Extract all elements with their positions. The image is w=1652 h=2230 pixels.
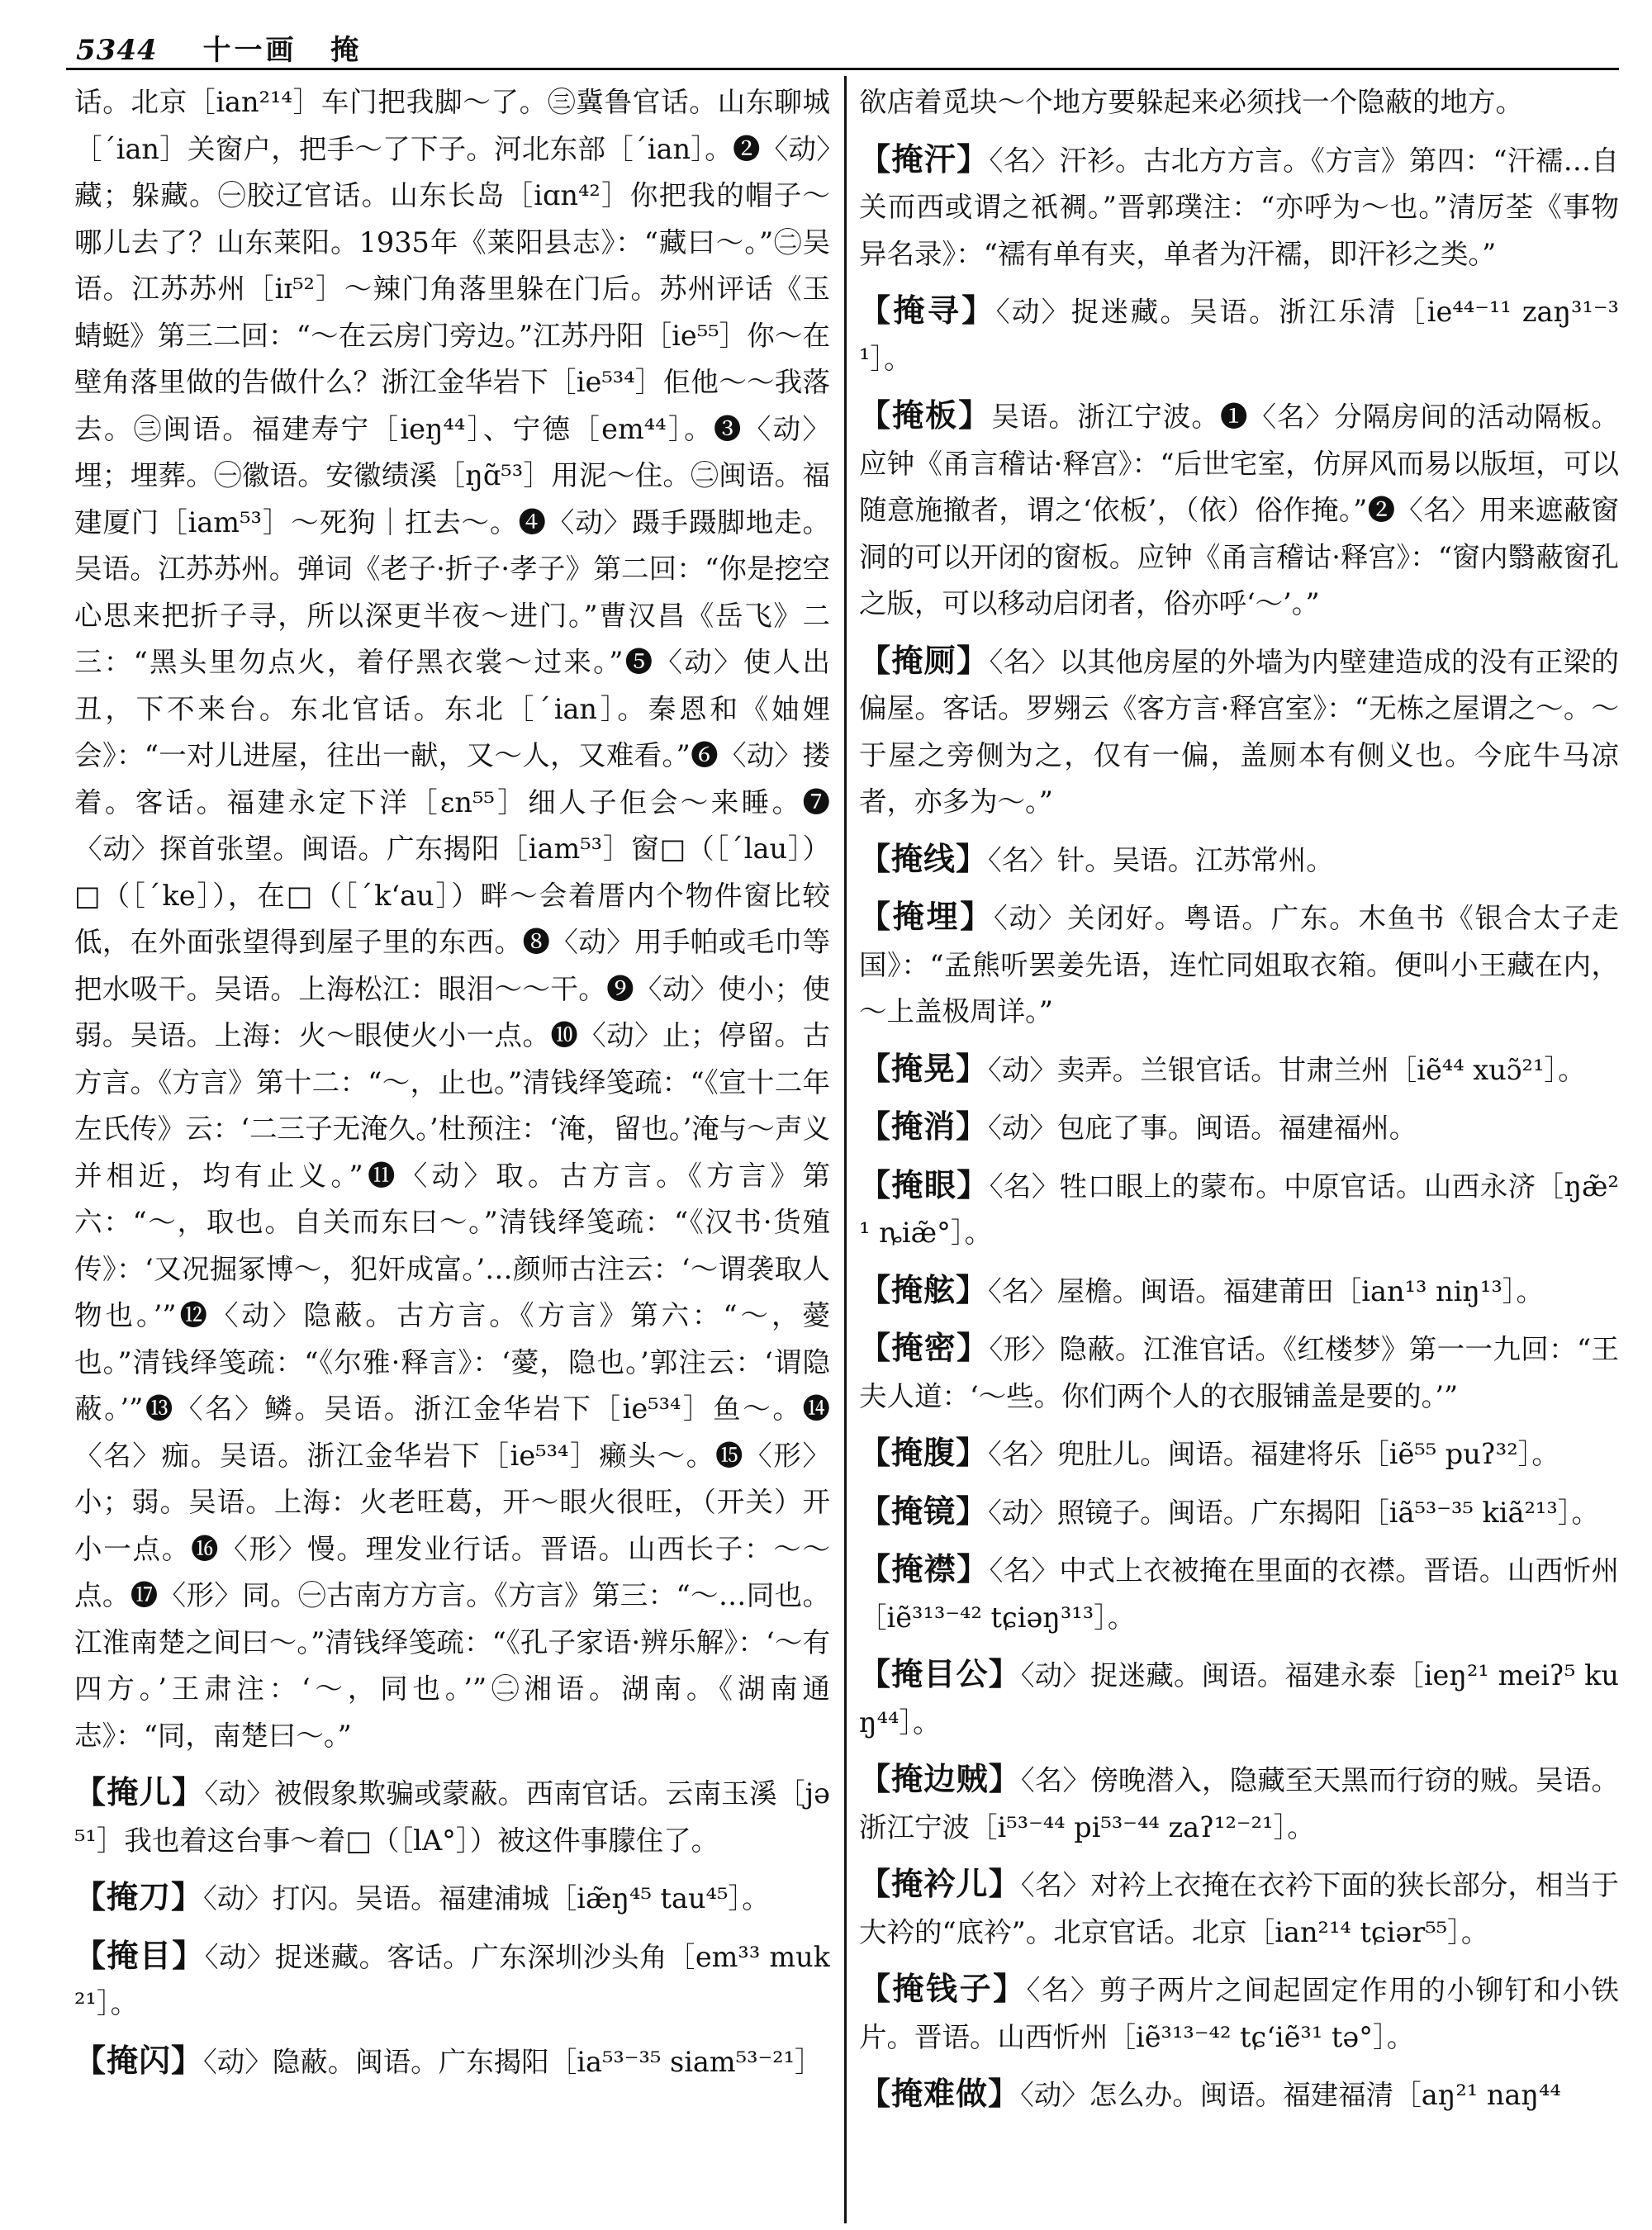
dictionary-entry <box>74 79 830 1759</box>
entry-definition: 话。北京［ian²¹⁴］车门把我脚～了。㊂冀鲁官话。山东聊城［ˊian］关窗户，把手～了下子。河北东部［ˊian］。❷〈动〉藏；躲藏。㊀胶辽官话。山东长岛［iɑn⁴²］你把我的帽子～哪儿去了？山东莱阳。1935年《莱阳县志》：“藏曰～。”㊁吴语。江苏苏州［iɪ⁵²］～辣门角落里躲在门后。苏州评话《玉蜻蜓》第三二回：“～在云房门旁边。”江苏丹阳［ie⁵⁵］你～在壁角落里做的告做什么？浙江金华岩下［ie⁵³⁴］佢他～～我落去。㊂闽语。福建寿宁［ieŋ⁴⁴］、宁德［em⁴⁴］。❸〈动〉埋；埋葬。㊀徽语。安徽绩溪［ŋɑ̃⁵³］用泥～住。㊁闽语。福建厦门［iam⁵³］～死狗｜扛去～。❹〈动〉蹑手蹑脚地走。吴语。江苏苏州。弹词《老子·折子·孝子》第二回：“你是挖空心思来把折子寻，所以深更半夜～进门。”曹汉昌《岳飞》二三：“黑头里勿点火，着仔黑衣裳～过来。”❺〈动〉使人出丑，下不来台。东北官话。东北［ˊian］。秦恩和《妯娌会》：“一对儿进屋，往出一献，又～人，又难看。”❻〈动〉搂着。客话。福建永定下洋［ɛn⁵⁵］细人子佢会～来睡。❼〈动〉探首张望。闽语。广东揭阳［iam⁵³］窗□（［ˊlau］）□（［ˊke］），在□（［ˊk‘au］）畔～会着厝内个物件窗比较低，在外面张望得到屋子里的东西。❽〈动〉用手帕或毛巾等把水吸干。吴语。上海松江：眼泪～～干。❾〈动〉使小；使弱。吴语。上海：火～眼使火小一点。❿〈动〉止；停留。古方言。《方言》第十二：“～，止也。”清钱绎笺疏：“《宣十二年左氏传》云：‘二三子无淹久。’杜预注：‘淹，留也。’淹与～声义并相近，均有止义。”⓫〈动〉取。古方言。《方言》第六：“～，取也。自关而东曰～。”清钱绎笺疏：“《汉书·货殖传》：‘又况掘冢博～，犯奸成富。’…颜师古注云：‘～谓袭取人物也。’”⓬〈动〉隐蔽。古方言。《方言》第六：“～，薆也。”清钱绎笺疏：“《尔雅·释言》：‘薆，隐也。’郭注云：‘谓隐蔽。’”⓭〈名〉鳞。吴语。浙江金华岩下［ie⁵³⁴］鱼～。⓮〈名〉痂。吴语。浙江金华岩下［ie⁵³⁴］癞头～。⓯〈形〉小；弱。吴语。上海：火老旺葛，开～眼火很旺，（开关）开小一点。⓰〈形〉慢。理发业行话。晋语。山西长子：～～点。⓱〈形〉同。㊀古南方方言。《方言》第三：“～…同也。江淮南楚之间曰～。”清钱绎笺疏：“《孔子家语·辨乐解》：‘～有四方。’王肃注：‘～，同也。’”㊁湘语。湖南。《湖南通志》：“同，南楚曰～。” <box>74 86 830 1752</box>
entry-headword: 【掩衿儿】 <box>859 1865 1021 1902</box>
entry-definition: 〈动〉被假象欺骗或蒙蔽。西南官话。云南玉溪［jə⁵¹］我也着这台事～着□（［lA°］）被这件事朦住了。 <box>74 1777 830 1857</box>
dictionary-entry <box>859 392 1619 628</box>
page-number: 5344 <box>76 34 158 67</box>
dictionary-entry <box>859 2071 1619 2119</box>
entry-definition: 〈名〉屋檐。闽语。福建莆田［ian¹³ niŋ¹³］。 <box>988 1274 1545 1307</box>
entry-definition: 〈动〉隐蔽。闽语。广东揭阳［ia⁵³⁻³⁵ siam⁵³⁻²¹］ <box>203 2045 823 2078</box>
header-rule <box>66 68 1619 70</box>
dictionary-entry <box>859 894 1619 1036</box>
entry-headword: 【掩密】 <box>859 1329 990 1366</box>
entry-definition: 〈名〉针。吴语。江苏常州。 <box>988 843 1334 876</box>
entry-headword: 【掩埋】 <box>859 898 994 935</box>
entry-definition: 〈名〉牲口眼上的蒙布。中原官话。山西永济［ŋæ̃²¹ ȵiæ̃°］。 <box>859 1170 1619 1249</box>
entry-headword: 【掩舷】 <box>859 1270 989 1308</box>
dictionary-entry <box>859 1651 1619 1746</box>
entry-definition: 〈名〉中式上衣被掩在里面的衣襟。晋语。山西忻州［iẽ³¹³⁻⁴² tɕiəŋ³¹³］。 <box>859 1554 1619 1634</box>
dictionary-entry <box>859 287 1619 382</box>
entry-headword: 【掩厕】 <box>859 641 990 679</box>
dictionary-entry <box>74 1933 830 2028</box>
page-header <box>76 31 1612 69</box>
dictionary-entry <box>74 1769 830 1864</box>
entry-headword: 【掩腹】 <box>859 1434 989 1471</box>
dictionary-entry <box>859 1756 1619 1851</box>
entry-definition: 〈动〉怎么办。闽语。福建福清［aŋ²¹ naŋ⁴⁴ <box>1020 2079 1561 2111</box>
entry-definition: 〈动〉捉迷藏。吴语。浙江乐清［ie⁴⁴⁻¹¹ zaŋ³¹⁻³¹］。 <box>859 296 1619 375</box>
entry-headword: 【掩眼】 <box>859 1165 990 1203</box>
dictionary-entry <box>859 638 1619 826</box>
entry-definition: 欲店着觅块～个地方要躲起来必须找一个隐蔽的地方。 <box>859 86 1523 118</box>
entry-definition: 〈动〉捉迷藏。闽语。福建永泰［ieŋ²¹ meiʔ⁵ kuŋ⁴⁴］。 <box>859 1659 1619 1739</box>
entry-definition: 〈形〉隐蔽。江淮官话。《红楼梦》第一一九回：“王夫人道：‘～些。你们两个人的衣服铺盖是要的。’” <box>859 1333 1619 1412</box>
dictionary-entry <box>859 1546 1619 1641</box>
entry-headword: 【掩儿】 <box>74 1773 205 1810</box>
entry-headword: 【掩目公】 <box>859 1655 1021 1692</box>
entry-headword: 【掩镜】 <box>859 1492 989 1530</box>
entry-definition: 〈名〉兜肚儿。闽语。福建将乐［iẽ⁵⁵ puʔ³²］。 <box>988 1438 1559 1470</box>
dictionary-entry <box>859 1488 1619 1537</box>
entry-headword: 【掩板】 <box>859 396 992 434</box>
dictionary-entry <box>859 836 1619 885</box>
head-character: 掩 <box>330 34 359 67</box>
entry-definition: 〈动〉打闪。吴语。福建浦城［iæ̃ŋ⁴⁵ tau⁴⁵］。 <box>203 1882 770 1914</box>
entry-definition: 〈动〉关闭好。粤语。广东。木鱼书《银合太子走国》：“孟熊听罢姜先语，连忙同姐取衣箱。便叫小王藏在内，～上盖极周详。” <box>859 902 1619 1027</box>
dictionary-entry <box>859 79 1619 126</box>
entry-headword: 【掩晃】 <box>859 1049 989 1087</box>
entry-definition: 〈名〉汗衫。古北方方言。《方言》第四：“汗襦…自关而西或谓之祇裯。”晋郭璞注：“亦呼为～也。”清厉荃《事物异名录》：“襦有单有夹，单者为汗襦，即汗衫之类。” <box>859 144 1619 270</box>
entry-headword: 【掩闪】 <box>74 2041 204 2079</box>
right-column <box>859 79 1619 2222</box>
dictionary-entry <box>859 1103 1619 1152</box>
entry-definition: 〈名〉以其他房屋的外墙为内壁建造成的没有正梁的偏屋。客话。罗翙云《客方言·释宫室》：“无栋之屋谓之～。～于屋之旁侧为之，仅有一偏，盖厕本有侧义也。今庇牛马凉者，亦多为～。” <box>859 645 1619 818</box>
entry-headword: 【掩难做】 <box>859 2075 1021 2112</box>
entry-headword: 【掩刀】 <box>74 1878 204 1915</box>
entry-definition: 〈名〉剪子两片之间起固定作用的小铆钉和小铁片。晋语。山西忻州［iẽ³¹³⁻⁴² tɕ‘iẽ³¹ tə°］。 <box>859 1974 1619 2053</box>
entry-definition: 〈动〉包庇了事。闽语。福建福州。 <box>988 1112 1417 1144</box>
dictionary-entry <box>859 136 1619 278</box>
entry-definition: 〈动〉卖弄。兰银官话。甘肃兰州［iẽ⁴⁴ xuɔ̃²¹］。 <box>988 1053 1586 1086</box>
entry-headword: 【掩消】 <box>859 1108 989 1145</box>
dictionary-entry <box>859 1162 1619 1257</box>
entry-headword: 【掩目】 <box>74 1936 205 1974</box>
entry-headword: 【掩钱子】 <box>859 1970 1027 2007</box>
entry-headword: 【掩襟】 <box>859 1550 990 1587</box>
entry-definition: 〈名〉傍晚潜入，隐藏至天黑而行窃的贼。吴语。浙江宁波［i⁵³⁻⁴⁴ pi⁵³⁻⁴⁴ zaʔ¹²⁻²¹］。 <box>859 1764 1619 1843</box>
entry-headword: 【掩线】 <box>859 839 989 877</box>
dictionary-entry <box>859 1046 1619 1094</box>
dictionary-entry <box>859 1267 1619 1316</box>
column-divider <box>844 76 847 2223</box>
dictionary-entry <box>859 1430 1619 1478</box>
entry-headword: 【掩边贼】 <box>859 1760 1021 1797</box>
dictionary-entry <box>859 1966 1619 2061</box>
dictionary-entry <box>74 1874 830 1923</box>
dictionary-entry <box>859 1861 1619 1956</box>
entry-definition: 〈名〉对衿上衣掩在衣衿下面的狭长部分，相当于大衿的“底衿”。北京官话。北京［ian²¹⁴ tɕiər⁵⁵］。 <box>859 1869 1619 1948</box>
entry-definition: 吴语。浙江宁波。❶〈名〉分隔房间的活动隔板。应钟《甬言稽诂·释宫》：“后世宅室，仿屏风而易以版垣，可以随意施撤者，谓之‘依板’，（依）俗作掩。”❷〈名〉用来遮蔽窗洞的可以开闭的窗板。应钟《甬言稽诂·释宫》：“窗内翳蔽窗孔之版，可以移动启闭者，俗亦呼‘～’。” <box>859 401 1619 619</box>
entry-definition: 〈动〉照镜子。闽语。广东揭阳［iã⁵³⁻³⁵ kiã²¹³］。 <box>988 1496 1600 1529</box>
left-column <box>74 79 830 2222</box>
dictionary-entry <box>859 1325 1619 1420</box>
section-title: 十一画 <box>202 34 297 67</box>
dictionary-entry <box>74 2038 830 2086</box>
entry-headword: 【掩寻】 <box>859 292 996 329</box>
entry-definition: 〈动〉捉迷藏。客话。广东深圳沙头角［em³³ muk²¹］。 <box>74 1940 830 2019</box>
entry-headword: 【掩汗】 <box>859 140 990 178</box>
